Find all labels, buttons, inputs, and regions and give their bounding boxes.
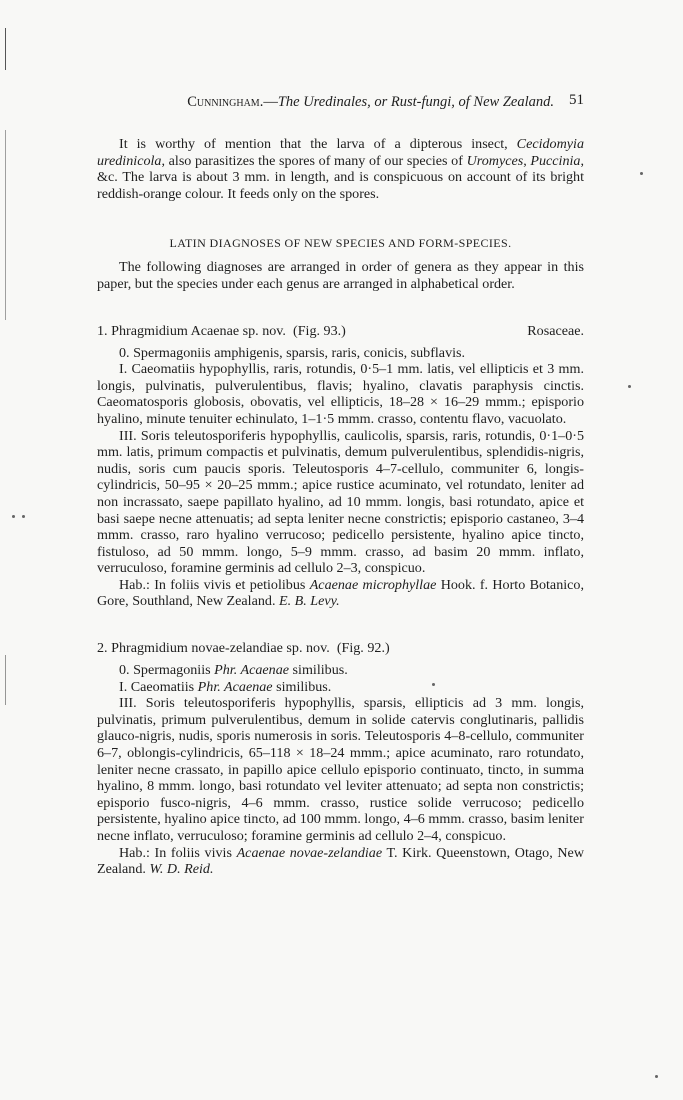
host-name: Acaenae novae-zelandiae: [236, 844, 383, 861]
taxon-name: Uromyces: [466, 152, 524, 169]
scan-speck: [12, 515, 15, 518]
species-2-teleutosori: III. Soris teleutosporiferis hypophyllis, sparsis, ellipticis ad 3 mm. longis, pulvinatis, primum pulverulentibus, demum in solide catervis conglutinaris, pallidis glauco-nigris, nudis, sporis numerosis in soris. Teleutosporis 4–8-cellulo, communiter 6–7, oblongis-cylindricis, 65–118 × 18–24 mmm.; apice acuminato, raro rotundato, leniter necne crassato, in papillo apice cellulo episporio continuato, tincto, in summa hyalino, 8 mmm. longo, basi rotundato vel leviter attenuato; ad septa non constrictis; episporio fusco-nigris, 4–6 mmm. crasso, rustice solide verrucoso; pedicello persistente, hyalino apice tincto, ad 100 mmm. longo, 4–6 mmm. crasso, basim leniter necne inflato, verruculoso; foramine germinis ad cellulo 2–4, conspicuo.: [97, 695, 584, 844]
page-number: 51: [569, 92, 584, 108]
section-intro: The following diagnoses are arranged in order of genera as they appear in this paper, but the species under each genus are arranged in alphabetical order.: [97, 259, 584, 292]
species-2-spermagonia: [97, 662, 584, 679]
intro-text: It is worthy of mention that the larva of a dipterous insect,: [119, 136, 517, 152]
species-2-habitat: [97, 845, 584, 878]
intro-text: ,: [523, 152, 531, 169]
hab-text: In foliis vivis et petiolibus: [149, 576, 310, 593]
collector-name: E. B. Levy.: [279, 593, 340, 610]
hab-text: T. Kirk. Queenstown, Otago, New Zealand.: [97, 844, 584, 878]
figure-ref: (Fig. 93.): [293, 322, 346, 339]
intro-text: , also parasitizes the spores of many of our species of: [161, 152, 467, 169]
para-text: I. Caeomatiis: [119, 678, 198, 695]
figure-ref: (Fig. 92.): [336, 640, 390, 657]
hab-label: Hab.:: [119, 844, 150, 861]
scan-edge-mark: [5, 28, 6, 70]
species-number: 1.: [97, 322, 108, 339]
taxon-name: Phr. Acaenae: [214, 662, 290, 679]
scan-speck: [640, 172, 643, 175]
species-name: Phragmidium novae-zelandiae sp. nov.: [111, 640, 330, 657]
intro-paragraph: [97, 136, 584, 202]
section-heading: LATIN DIAGNOSES OF NEW SPECIES AND FORM-SPECIES.: [169, 236, 512, 251]
scan-edge-mark: [5, 655, 6, 705]
taxon-name: Phr. Acaenae: [197, 678, 273, 695]
species-name: Phragmidium Acaenae sp. nov.: [111, 322, 286, 339]
running-head-separator: .—: [259, 94, 278, 110]
species-1-heading: [97, 323, 584, 340]
collector-name: W. D. Reid.: [149, 861, 214, 878]
species-2-caeomata: [97, 679, 584, 696]
family-name: Rosaceae.: [527, 322, 584, 339]
species-1-teleutosori: III. Soris teleutosporiferis hypophyllis, caulicolis, sparsis, raris, rotundis, 0·1–0·5 mm. latis, primum compactis et pulvinatis, demum pulverulentibus, splendidis-nigris, nudis, soris cum paucis sporis. Teleutosporis 4–7-cellulo, communiter 6, longis-cylindricis, 50–95 × 20–25 mmm.; apice rustice acuminato, vel rotundato, leniter ad non incrassato, saepe papillato hyalino, ad 10 mmm. longis, basi rotundato, apice et basi saepe necne attenuatis; ad septa leniter necne constrictis; episporio castaneo, 3–4 mmm. crasso, raro hyalino verrucoso; pedicello persistente, hyalino apice tincto, fistuloso, ad 50 mmm. longo, 5–9 mmm. crasso, ad basim 20 mmm. inflato, verruculoso, foramine germinis ad cellulo 2–3, conspicuo.: [97, 427, 584, 577]
species-1-habitat: [97, 577, 584, 610]
species-2-heading: [97, 640, 584, 657]
host-name: Acaenae microphyllae: [309, 576, 437, 593]
page-body: [97, 92, 584, 878]
scan-speck: [22, 515, 25, 518]
species-1-spermagonia: 0. Spermagoniis amphigenis, sparsis, raris, conicis, subflavis.: [119, 344, 466, 361]
taxon-name: Puccinia: [530, 152, 581, 169]
hab-text: In foliis vivis: [149, 844, 237, 861]
hab-label: Hab.:: [119, 576, 150, 593]
scan-edge-mark: [5, 130, 6, 320]
running-head: [97, 92, 584, 112]
species-1-caeomata: I. Caeomatiis hypophyllis, raris, rotundis, 0·5–1 mm. latis, vel ellipticis et 3 mm. longis, pulvinatis, pulverulentibus, flavis; hyalino, clavatis paraphysis cinctis. Caeomatosporis globosis, obovatis, vel ellipticis, 18–28 × 16–29 mmm.; episporio hyalino, minute tenuiter echinulato, 1–1·5 mmm. crasso, contentu flavo, vacuolato.: [97, 361, 584, 427]
intro-text: , &c. The larva is about 3 mm. in length, and is conspicuous on account of its bright reddish-orange colour. It feeds only on the spores.: [97, 152, 585, 202]
scan-speck: [628, 385, 631, 388]
para-text: 0. Spermagoniis: [119, 662, 215, 679]
para-text: similibus.: [289, 662, 348, 679]
running-head-author: Cunningham: [187, 94, 260, 110]
para-text: similibus.: [272, 678, 332, 695]
scan-speck: [655, 1075, 658, 1078]
taxon-name: Cecidomyia uredinicola: [97, 136, 584, 169]
hab-text: Hook. f. Horto Botanico, Gore, Southland, New Zealand.: [97, 576, 584, 610]
species-number: 2.: [97, 640, 108, 657]
running-head-title: The Uredinales, or Rust-fungi, of New Zealand.: [277, 94, 554, 110]
